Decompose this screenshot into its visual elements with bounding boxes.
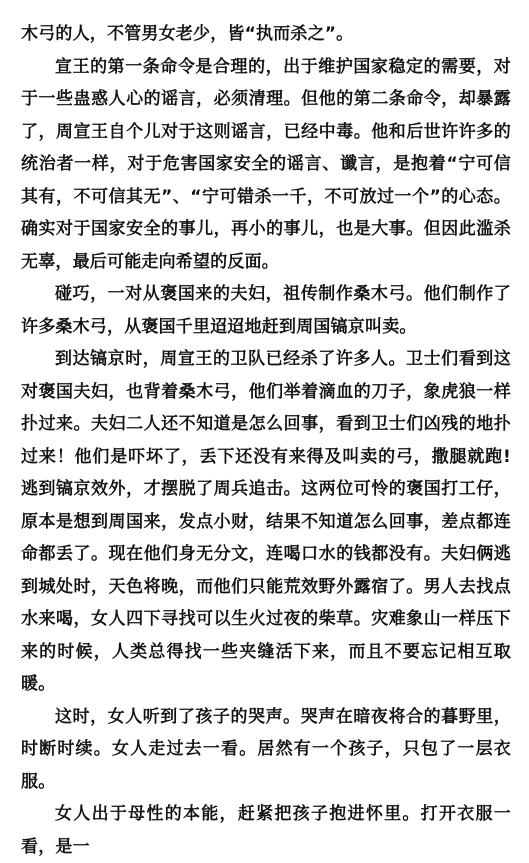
paragraph: 宣王的第一条命令是合理的，出于维护国家稳定的需要，对于一些蛊惑人心的谣言，必须清理。但他的第二条命令，却暴露了，周宣王自个儿对于这则谣言，已经中毒。他和后世许许多的统治者一样，对于危害国家安全的谣言、谶言，是抱着“宁可信其有，不可信其无”、“宁可错杀一千，不可放过一个”的心态。确实对于国家安全的事儿，再小的事儿，也是大事。但因此滥杀无辜，最后可能走向希望的反面。 xyxy=(21,56,511,272)
paragraph-continuation: 木弓的人，不管男女老少，皆“执而杀之”。 xyxy=(21,24,354,44)
paragraph: 到达镐京时，周宣王的卫队已经杀了许多人。卫士们看到这对褒国夫妇，也背着桑木弓，他们举着滴血的刀子，象虎狼一样扑过来。夫妇二人还不知道是怎么回事，看到卫士们凶残的地扑过来！他们是吓坏了，丢下还没有来得及叫卖的弓，撒腿就跑! 逃到镐京效外，才摆脱了周兵追击。这两位可怜的褒国打工仔，原本是想到周国来，发点小财，结果不知道怎么回事，差点都连命都丢了。现在他们身无分文，连喝口水的钱都没有。夫妇俩逃到城处时，天色将晚，而他们只能荒效野外露宿了。男人去找点水来喝，女人四下寻找可以生火过夜的柴草。灾难象山一样压下来的时候，人类总得找一些夹缝活下来，而且不要忘记相互取暖。 xyxy=(21,349,511,694)
paragraph: 碰巧，一对从褒国来的夫妇，祖传制作桑木弓。他们制作了许多桑木弓，从褒国千里迢迢地赶到周国镐京叫卖。 xyxy=(21,284,511,337)
paragraph: 这时，女人听到了孩子的哭声。哭声在暗夜将合的暮野里，时断时续。女人走过去一看。居然有一个孩子，只包了一层衣服。 xyxy=(21,706,511,792)
paragraph: 女人出于母性的本能，赶紧把孩子抱进怀里。打开衣服一看，是一 xyxy=(21,804,511,857)
